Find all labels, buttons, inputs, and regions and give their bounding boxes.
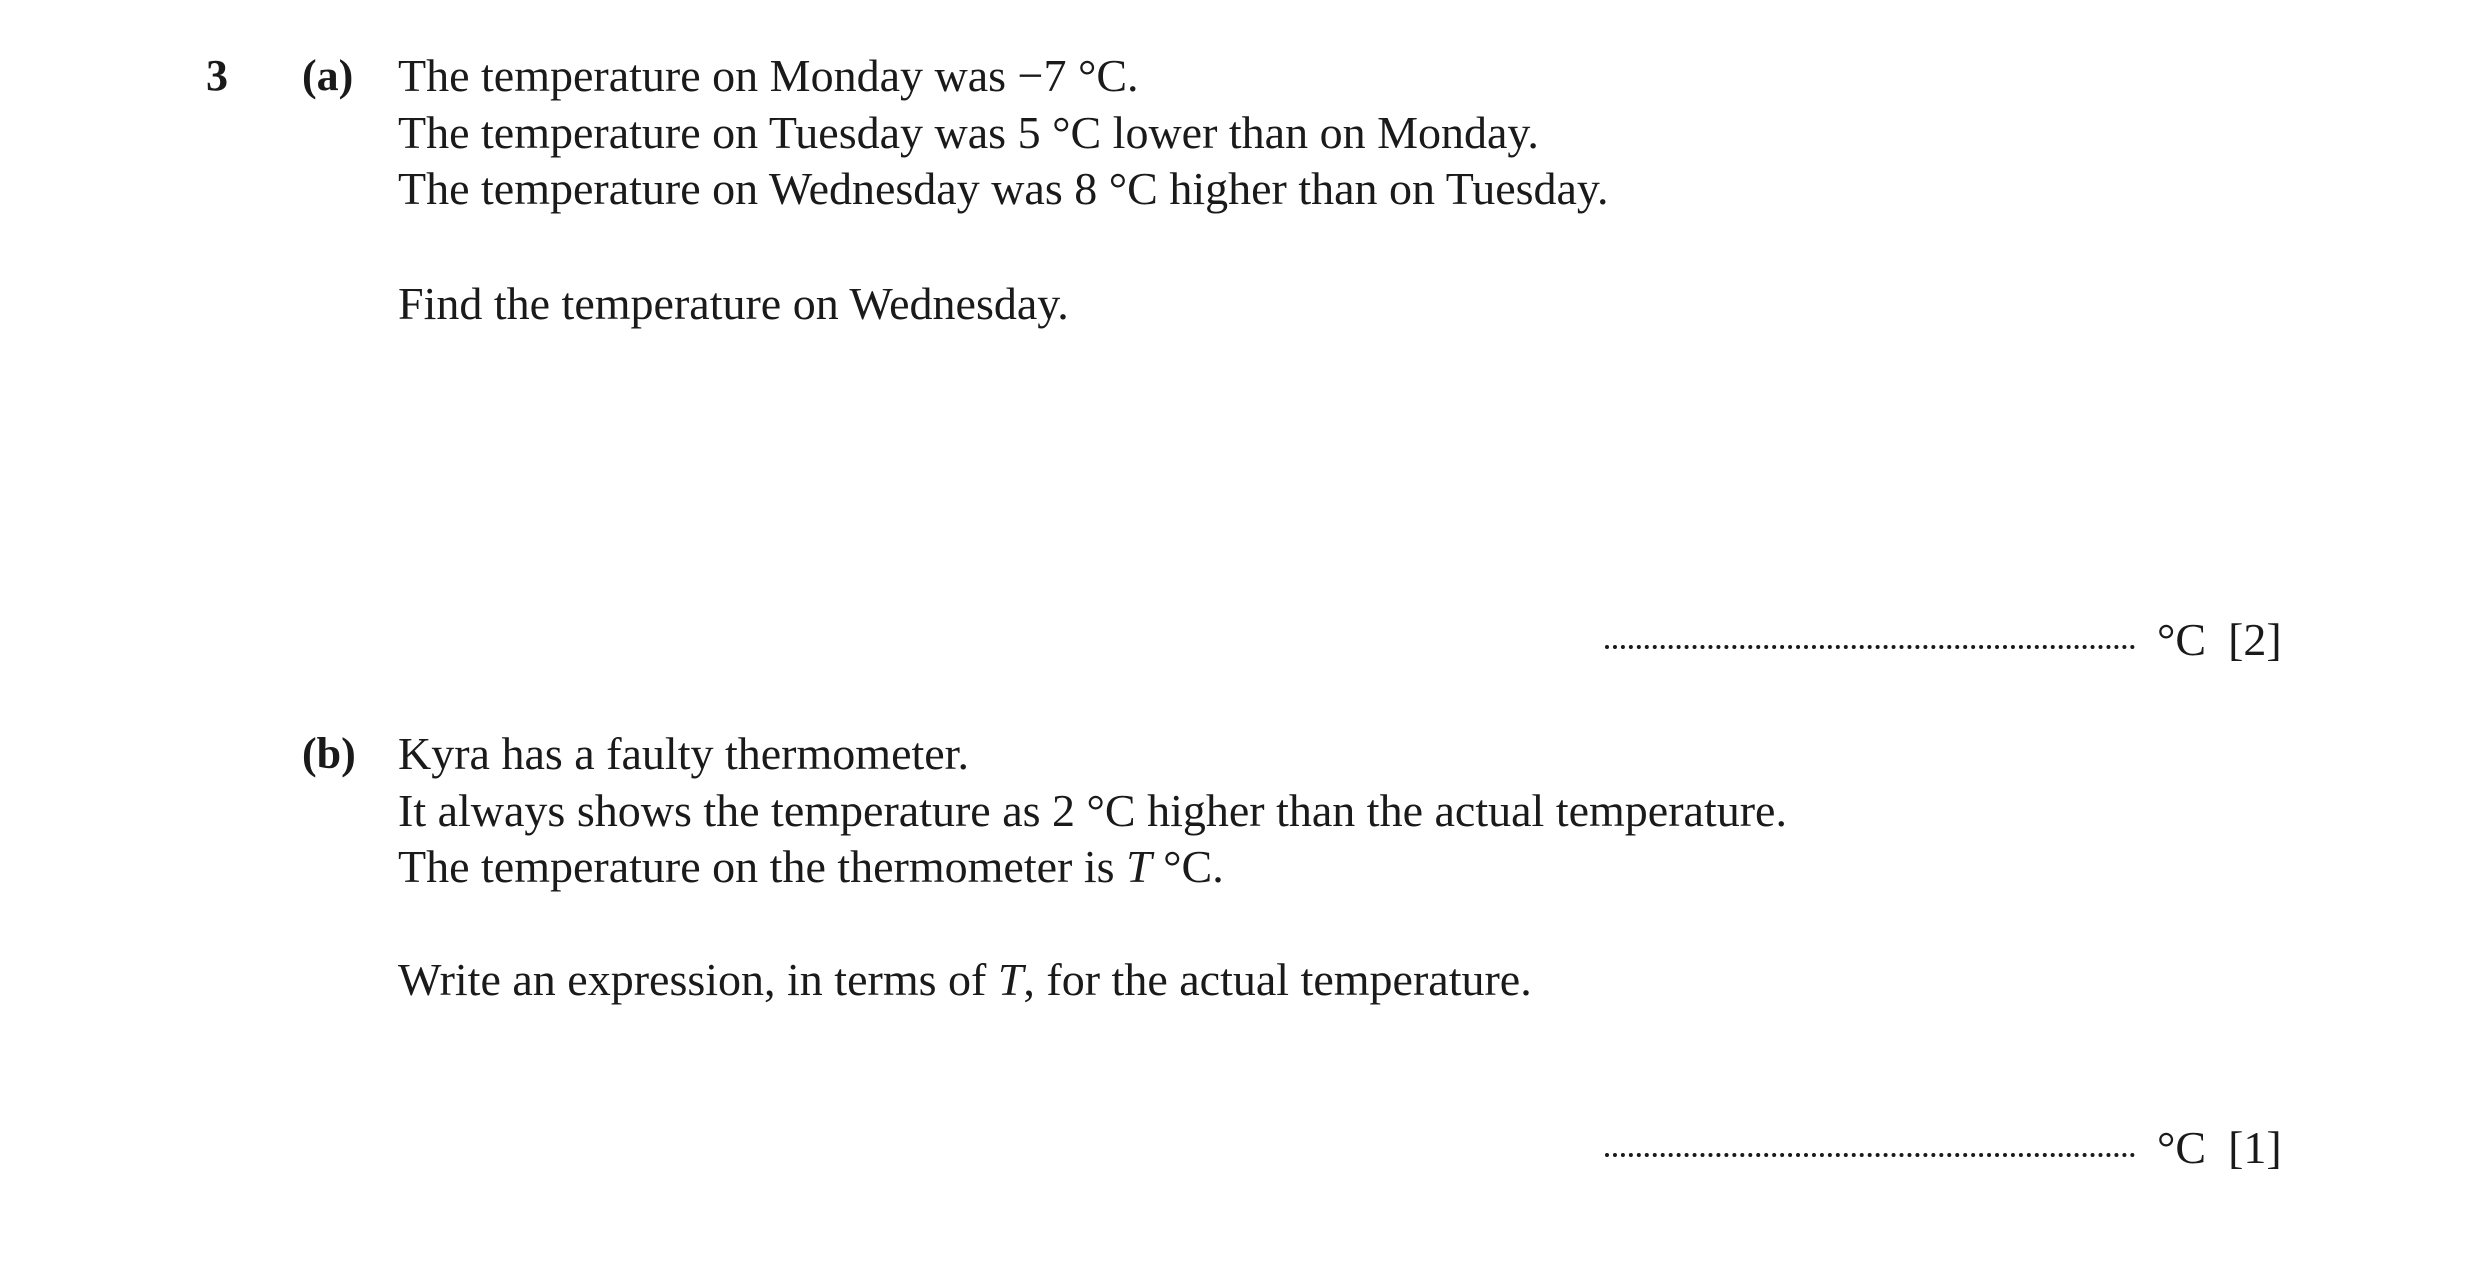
part-b-answer-area[interactable] [1605,1120,2282,1176]
part-b-instruction-tail: , for the actual temperature. [1023,954,1532,1005]
part-a-answer-line[interactable] [1605,645,2135,649]
part-a-stem [398,48,1608,218]
part-b-answer-unit: °C [2157,1122,2207,1173]
part-b-label: (b) [302,729,356,778]
part-a-line-monday: The temperature on Monday was −7 °C. [398,50,1139,101]
variable-t: T [997,954,1024,1005]
part-a-instruction: Find the temperature on Wednesday. [398,278,1069,329]
part-b-line-reading [398,839,1787,896]
variable-t: T [1126,841,1152,892]
part-a-line-tuesday: The temperature on Tuesday was 5 °C lower than on Monday. [398,106,1539,158]
part-b-instruction-text: Write an expression, in terms of [398,954,998,1005]
part-b-stem [398,726,1787,896]
part-b-reading-unit: °C. [1151,841,1224,892]
part-b-instruction [398,952,1532,1009]
part-b-marks: [1] [2228,1122,2282,1173]
part-b-line-faulty: Kyra has a faulty thermometer. [398,728,969,779]
part-b-line-offset: It always shows the temperature as 2 °C higher than the actual temperature. [398,784,1787,836]
part-b-answer-line[interactable] [1605,1153,2135,1157]
part-a-marks: [2] [2228,614,2282,665]
part-a-line-wednesday: The temperature on Wednesday was 8 °C higher than on Tuesday. [398,163,1609,214]
part-b-reading-text: The temperature on the thermometer is [398,841,1127,892]
part-a-label: (a) [302,51,354,100]
question-number: 3 [206,51,228,100]
part-a-answer-unit: °C [2157,614,2207,665]
part-a-answer-area[interactable] [1605,612,2282,668]
